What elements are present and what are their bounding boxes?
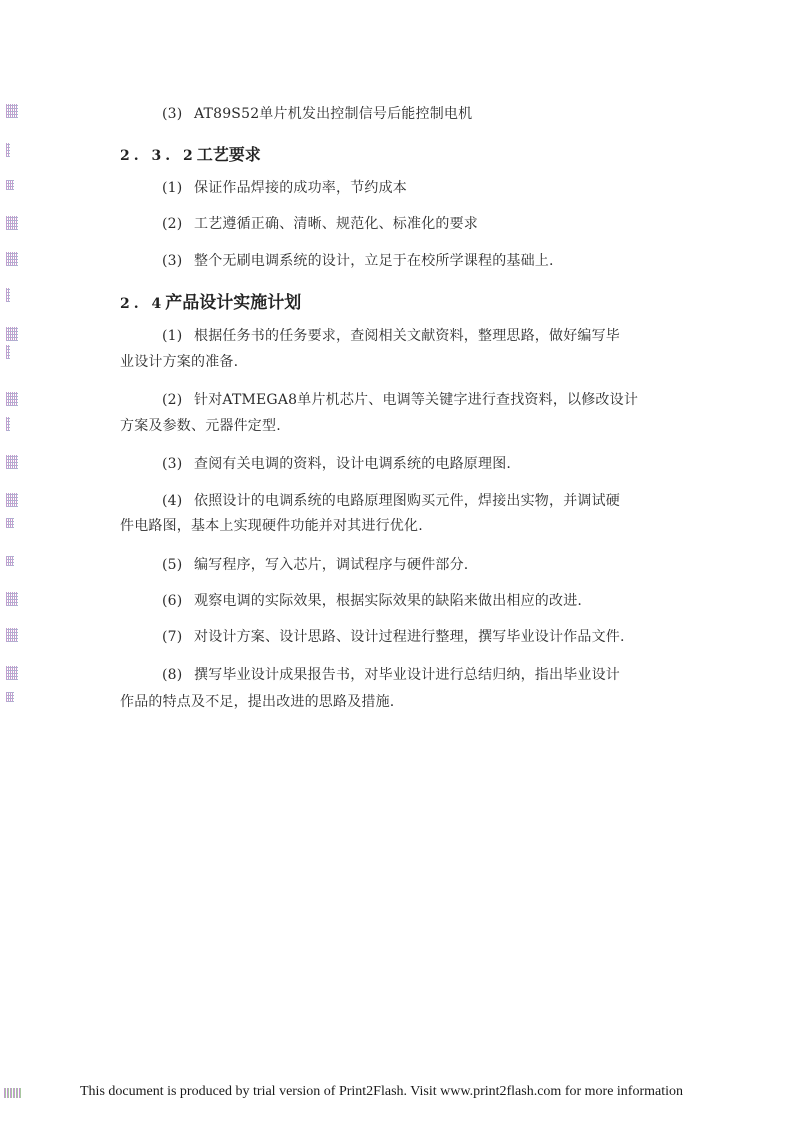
margin-artifact [6,592,18,606]
item-number: (8) [162,667,183,683]
margin-artifact [6,252,18,266]
margin-artifact [6,288,10,302]
margin-artifact [6,345,10,359]
margin-artifact [6,216,18,230]
item-text-continuation: 业设计方案的准备. [120,354,239,370]
list-item [120,628,680,646]
margin-artifact [6,556,14,566]
margin-artifact [6,628,18,642]
heading-title: 产品设计实施计划 [165,293,302,313]
margin-artifact [6,417,10,431]
list-item [120,666,680,684]
margin-artifact [6,692,14,702]
margin-artifact [4,1088,22,1098]
list-item [120,492,680,510]
item-text-continuation: 件电路图，基本上实现硬件功能并对其进行优化. [120,518,423,534]
item-number: (1) [162,180,183,196]
margin-artifact [6,327,18,341]
trial-watermark-footer: This document is produced by trial version of Print2Flash. Visit www.print2flash.com for more information [80,1084,684,1099]
heading-number: 2. 3. 2 [120,148,197,164]
margin-artifact [6,143,10,157]
list-item [120,556,680,574]
item-text: 对设计方案、设计思路、设计过程进行整理，撰写毕业设计作品文件. [194,629,625,645]
list-item [120,215,680,233]
list-item [120,105,680,123]
list-item [120,455,680,473]
item-text: 观察电调的实际效果，根据实际效果的缺陷来做出相应的改进. [194,593,583,609]
item-number: (2) [162,392,183,408]
margin-artifact [6,493,18,507]
item-text: 根据任务书的任务要求，查阅相关文献资料，整理思路，做好编写毕 [194,328,620,344]
list-item [120,391,680,409]
item-text: 撰写毕业设计成果报告书，对毕业设计进行总结归纳，指出毕业设计 [194,667,620,683]
margin-artifact [6,455,18,469]
margin-artifact [6,104,18,118]
item-number: (1) [162,328,183,344]
item-number: (4) [162,493,183,509]
item-text: 工艺遵循正确、清晰、规范化、标准化的要求 [194,216,478,232]
margin-artifact [6,180,14,190]
item-number: (5) [162,557,183,573]
item-number: (3) [162,106,183,122]
list-item [120,592,680,610]
list-item [120,179,680,197]
margin-artifact [6,518,14,528]
item-text: AT89S52单片机发出控制信号后能控制电机 [194,106,473,122]
item-text-continuation: 方案及参数、元器件定型. [120,418,281,434]
item-text-continuation: 作品的特点及不足，提出改进的思路及措施. [120,694,395,710]
item-number: (7) [162,629,183,645]
item-text: 保证作品焊接的成功率，节约成本 [194,180,407,196]
list-item [120,327,680,345]
item-text: 针对ATMEGA8单片机芯片、电调等关键字进行查找资料，以修改设计 [194,392,639,408]
list-item [120,252,680,270]
item-text: 编写程序，写入芯片，调试程序与硬件部分. [194,557,469,573]
heading-title: 工艺要求 [196,145,261,164]
item-text: 依照设计的电调系统的电路原理图购买元件，焊接出实物，并调试硬 [194,493,620,509]
margin-artifact [6,392,18,406]
item-number: (3) [162,456,183,472]
item-text: 整个无刷电调系统的设计，立足于在校所学课程的基础上. [194,253,554,269]
item-number: (3) [162,253,183,269]
item-text: 查阅有关电调的资料，设计电调系统的电路原理图. [194,456,512,472]
item-number: (6) [162,593,183,609]
heading-number: 2. 4 [120,296,166,312]
section-heading-2-3-2 [120,142,261,165]
margin-artifact [6,666,18,680]
item-number: (2) [162,216,183,232]
section-heading-2-4 [120,288,301,313]
